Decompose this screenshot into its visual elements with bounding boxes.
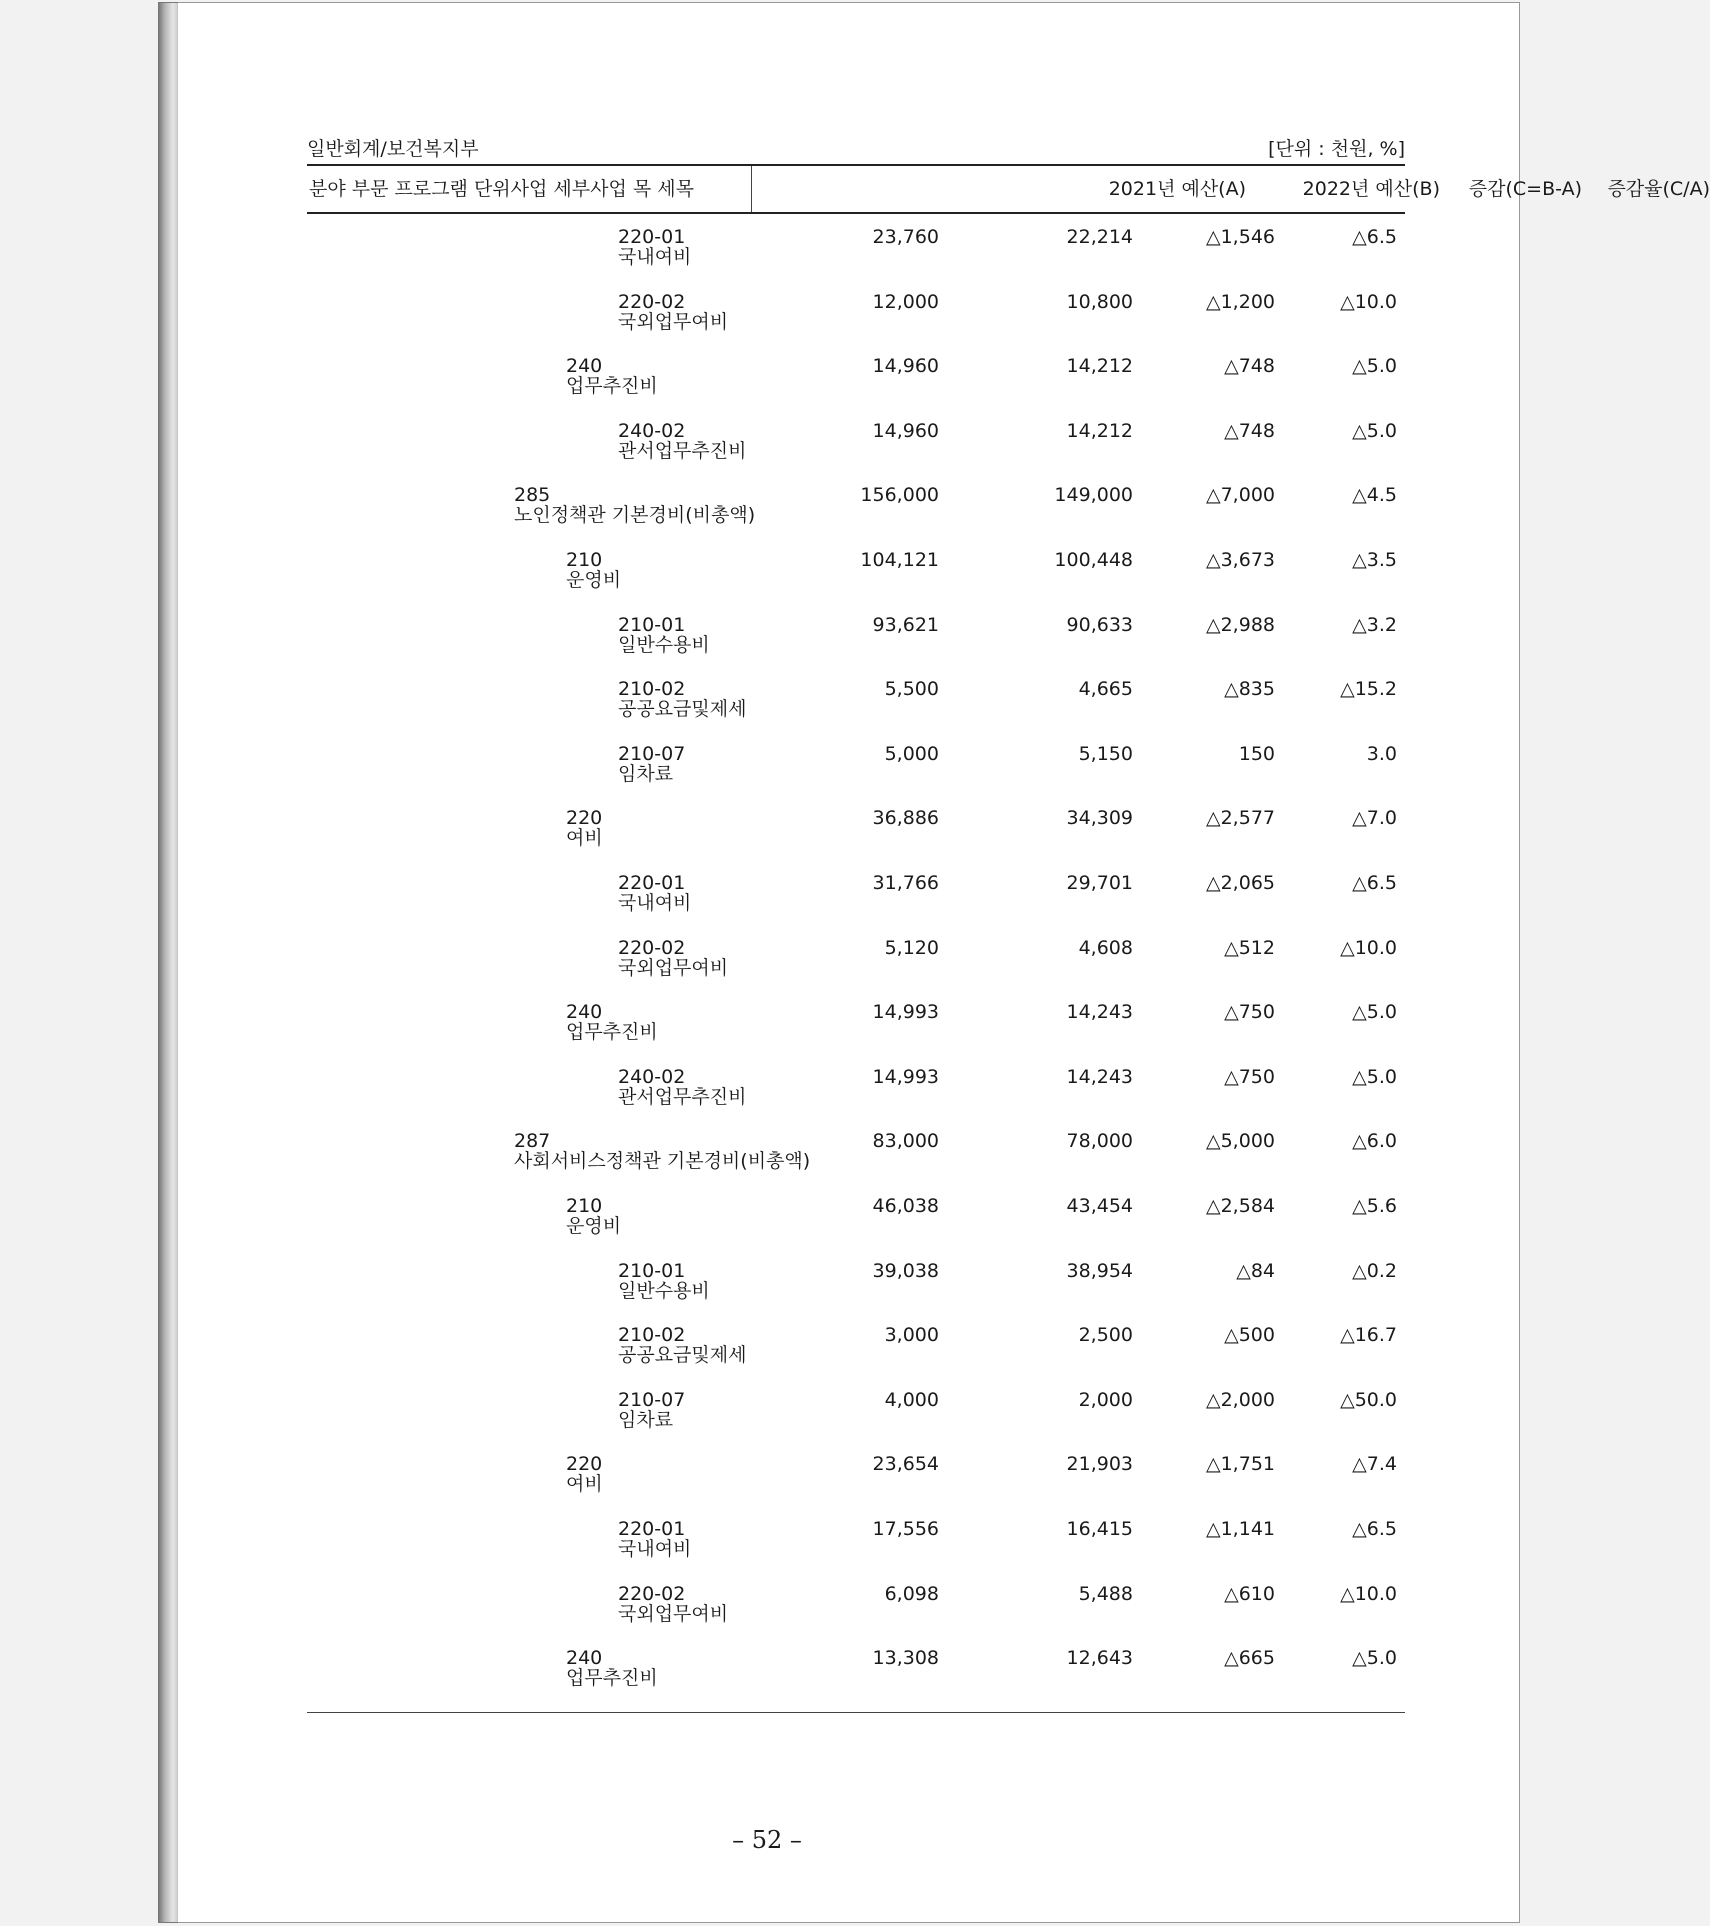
row-name: 공공요금및제세 xyxy=(618,1344,747,1367)
row-2022-budget: 149,000 xyxy=(1054,484,1133,507)
row-2022-budget: 14,243 xyxy=(1066,1001,1133,1024)
row-change: △1,751 xyxy=(1205,1453,1275,1476)
row-2022-budget: 12,643 xyxy=(1066,1647,1133,1670)
row-code: 210 xyxy=(566,1195,603,1217)
unit-label: [단위 : 천원, %] xyxy=(1268,138,1405,160)
row-change-rate: △6.5 xyxy=(1352,1518,1397,1540)
row-change-rate: △5.0 xyxy=(1352,1647,1397,1670)
row-code: 220-02 xyxy=(618,290,686,313)
table-row xyxy=(307,1312,1405,1376)
row-name: 노인정책관 기본경비(비총액) xyxy=(514,504,756,527)
table-row xyxy=(307,279,1405,343)
row-code: 220-02 xyxy=(618,936,686,959)
row-code: 287 xyxy=(514,1130,551,1153)
row-2022-budget: 29,701 xyxy=(1066,872,1133,894)
row-name: 국내여비 xyxy=(618,1538,692,1560)
row-2021-budget: 14,960 xyxy=(872,355,939,378)
row-2021-budget: 93,621 xyxy=(872,613,939,636)
row-change-rate: △6.5 xyxy=(1352,872,1397,894)
row-2021-budget: 36,886 xyxy=(872,807,939,830)
row-change: △750 xyxy=(1224,1065,1275,1088)
table-row xyxy=(307,408,1405,472)
row-2022-budget: 78,000 xyxy=(1066,1130,1133,1153)
row-code: 220-01 xyxy=(618,1518,686,1540)
row-2022-budget: 5,150 xyxy=(1078,742,1133,765)
row-2021-budget: 83,000 xyxy=(872,1130,939,1153)
row-2021-budget: 46,038 xyxy=(872,1195,939,1217)
row-change-rate: △16.7 xyxy=(1340,1324,1397,1347)
table-row xyxy=(307,537,1405,601)
row-2021-budget: 4,000 xyxy=(884,1388,939,1411)
row-change: △84 xyxy=(1236,1259,1275,1282)
row-2021-budget: 5,500 xyxy=(884,678,939,701)
row-2021-budget: 12,000 xyxy=(872,290,939,313)
row-2021-budget: 14,993 xyxy=(872,1001,939,1024)
row-code: 210-02 xyxy=(618,1324,686,1347)
table-row xyxy=(307,343,1405,407)
table-row xyxy=(307,860,1405,924)
row-change: △1,200 xyxy=(1205,290,1275,313)
row-change: △2,577 xyxy=(1205,807,1275,830)
table-header xyxy=(307,164,1710,214)
table-row xyxy=(307,1377,1405,1441)
document-header xyxy=(307,134,1405,164)
row-2022-budget: 5,488 xyxy=(1078,1582,1133,1605)
row-change: △512 xyxy=(1224,936,1275,959)
row-2022-budget: 10,800 xyxy=(1066,290,1133,313)
row-name: 일반수용비 xyxy=(618,1279,710,1302)
budget-table-body xyxy=(307,214,1405,1713)
table-row xyxy=(307,1441,1405,1505)
table-row xyxy=(307,602,1405,666)
table-row xyxy=(307,1054,1405,1118)
row-change: △5,000 xyxy=(1205,1130,1275,1153)
row-2022-budget: 38,954 xyxy=(1066,1259,1133,1282)
row-2021-budget: 14,960 xyxy=(872,419,939,442)
row-change-rate: △5.0 xyxy=(1352,1001,1397,1024)
row-change: △2,065 xyxy=(1205,872,1275,894)
row-name: 업무추진비 xyxy=(566,1021,658,1044)
column-header-hierarchy: 분야 부문 프로그램 단위사업 세부사업 목 세목 xyxy=(307,166,752,212)
row-change-rate: △50.0 xyxy=(1340,1388,1397,1411)
row-name: 여비 xyxy=(566,1473,603,1496)
table-row xyxy=(307,795,1405,859)
row-code: 240-02 xyxy=(618,1065,686,1088)
table-row xyxy=(307,666,1405,730)
row-name: 운영비 xyxy=(566,1215,622,1237)
row-code: 240 xyxy=(566,355,603,378)
table-row xyxy=(307,472,1405,536)
row-2021-budget: 104,121 xyxy=(860,549,939,571)
row-change-rate: △10.0 xyxy=(1340,936,1397,959)
row-code: 210-01 xyxy=(618,613,686,636)
row-change-rate: △6.5 xyxy=(1352,226,1397,248)
row-change-rate: △7.0 xyxy=(1352,807,1397,830)
row-name: 국내여비 xyxy=(618,892,692,914)
row-code: 240 xyxy=(566,1647,603,1670)
row-2021-budget: 17,556 xyxy=(872,1518,939,1540)
row-name: 업무추진비 xyxy=(566,1667,658,1690)
row-2022-budget: 100,448 xyxy=(1054,549,1133,571)
row-change: △3,673 xyxy=(1205,549,1275,571)
row-name: 국외업무여비 xyxy=(618,956,729,979)
row-2022-budget: 16,415 xyxy=(1066,1518,1133,1540)
row-change-rate: △10.0 xyxy=(1340,290,1397,313)
row-change: △748 xyxy=(1224,355,1275,378)
row-code: 220-02 xyxy=(618,1582,686,1605)
row-2022-budget: 4,608 xyxy=(1078,936,1133,959)
row-code: 220 xyxy=(566,807,603,830)
row-change: △2,000 xyxy=(1205,1388,1275,1411)
row-name: 공공요금및제세 xyxy=(618,698,747,721)
table-row xyxy=(307,1118,1405,1182)
row-2021-budget: 3,000 xyxy=(884,1324,939,1347)
column-header-2022-budget: 2022년 예산(B) xyxy=(1302,178,1440,200)
row-change-rate: △5.0 xyxy=(1352,1065,1397,1088)
table-row xyxy=(307,989,1405,1053)
row-change-rate: △0.2 xyxy=(1352,1259,1397,1282)
row-name: 관서업무추진비 xyxy=(618,1085,747,1108)
row-code: 210-01 xyxy=(618,1259,686,1282)
row-2022-budget: 21,903 xyxy=(1066,1453,1133,1476)
row-code: 240 xyxy=(566,1001,603,1024)
row-2021-budget: 6,098 xyxy=(884,1582,939,1605)
row-change-rate: △5.0 xyxy=(1352,419,1397,442)
row-change: △7,000 xyxy=(1205,484,1275,507)
row-2021-budget: 156,000 xyxy=(860,484,939,507)
row-name: 국외업무여비 xyxy=(618,310,729,333)
row-2022-budget: 2,000 xyxy=(1078,1388,1133,1411)
row-2022-budget: 4,665 xyxy=(1078,678,1133,701)
table-row xyxy=(307,1635,1405,1699)
table-row xyxy=(307,731,1405,795)
row-change-rate: △5.6 xyxy=(1352,1195,1397,1217)
row-change: △835 xyxy=(1224,678,1275,701)
column-header-change-rate: 증감율(C/A) xyxy=(1607,178,1710,200)
row-code: 285 xyxy=(514,484,551,507)
row-code: 220-01 xyxy=(618,872,686,894)
row-2021-budget: 5,120 xyxy=(884,936,939,959)
row-change: △500 xyxy=(1224,1324,1275,1347)
row-2022-budget: 14,243 xyxy=(1066,1065,1133,1088)
row-2021-budget: 14,993 xyxy=(872,1065,939,1088)
table-row xyxy=(307,1571,1405,1635)
row-change-rate: △5.0 xyxy=(1352,355,1397,378)
row-name: 사회서비스정책관 기본경비(비총액) xyxy=(514,1150,811,1173)
row-change-rate: △6.0 xyxy=(1352,1130,1397,1153)
row-code: 210-07 xyxy=(618,742,686,765)
row-change-rate: △3.5 xyxy=(1352,549,1397,571)
row-change: △1,546 xyxy=(1205,226,1275,248)
section-title: 일반회계/보건복지부 xyxy=(307,138,479,160)
row-2021-budget: 5,000 xyxy=(884,742,939,765)
row-2022-budget: 22,214 xyxy=(1066,226,1133,248)
row-code: 240-02 xyxy=(618,419,686,442)
row-change: △1,141 xyxy=(1205,1518,1275,1540)
row-name: 여비 xyxy=(566,827,603,850)
row-change: 150 xyxy=(1238,742,1275,765)
column-header-change: 증감(C=B-A) xyxy=(1468,178,1582,200)
row-name: 임차료 xyxy=(618,1408,674,1431)
row-name: 일반수용비 xyxy=(618,633,710,656)
row-2022-budget: 43,454 xyxy=(1066,1195,1133,1217)
row-code: 220-01 xyxy=(618,226,686,248)
row-change-rate: △15.2 xyxy=(1340,678,1397,701)
table-row xyxy=(307,925,1405,989)
page-number: – 52 – xyxy=(732,1826,802,1854)
row-code: 210 xyxy=(566,549,603,571)
row-2022-budget: 34,309 xyxy=(1066,807,1133,830)
row-2021-budget: 31,766 xyxy=(872,872,939,894)
row-2021-budget: 39,038 xyxy=(872,1259,939,1282)
table-row xyxy=(307,214,1405,278)
row-change: △2,988 xyxy=(1205,613,1275,636)
row-change-rate: 3.0 xyxy=(1366,742,1397,765)
table-row xyxy=(307,1506,1405,1570)
row-2021-budget: 23,654 xyxy=(872,1453,939,1476)
row-2021-budget: 13,308 xyxy=(872,1647,939,1670)
row-name: 업무추진비 xyxy=(566,375,658,398)
row-2022-budget: 14,212 xyxy=(1066,355,1133,378)
row-name: 국외업무여비 xyxy=(618,1602,729,1625)
row-change: △665 xyxy=(1224,1647,1275,1670)
row-change-rate: △4.5 xyxy=(1352,484,1397,507)
row-code: 220 xyxy=(566,1453,603,1476)
row-change-rate: △7.4 xyxy=(1352,1453,1397,1476)
row-2022-budget: 14,212 xyxy=(1066,419,1133,442)
column-header-2021-budget: 2021년 예산(A) xyxy=(1108,178,1246,200)
table-row xyxy=(307,1248,1405,1312)
row-change-rate: △3.2 xyxy=(1352,613,1397,636)
row-change: △2,584 xyxy=(1205,1195,1275,1217)
row-code: 210-07 xyxy=(618,1388,686,1411)
row-name: 임차료 xyxy=(618,762,674,785)
row-change: △748 xyxy=(1224,419,1275,442)
row-name: 국내여비 xyxy=(618,246,692,268)
row-change-rate: △10.0 xyxy=(1340,1582,1397,1605)
row-2021-budget: 23,760 xyxy=(872,226,939,248)
row-code: 210-02 xyxy=(618,678,686,701)
row-2022-budget: 2,500 xyxy=(1078,1324,1133,1347)
row-change: △750 xyxy=(1224,1001,1275,1024)
row-name: 운영비 xyxy=(566,569,622,591)
row-name: 관서업무추진비 xyxy=(618,439,747,462)
table-row xyxy=(307,1183,1405,1247)
row-2022-budget: 90,633 xyxy=(1066,613,1133,636)
row-change: △610 xyxy=(1224,1582,1275,1605)
